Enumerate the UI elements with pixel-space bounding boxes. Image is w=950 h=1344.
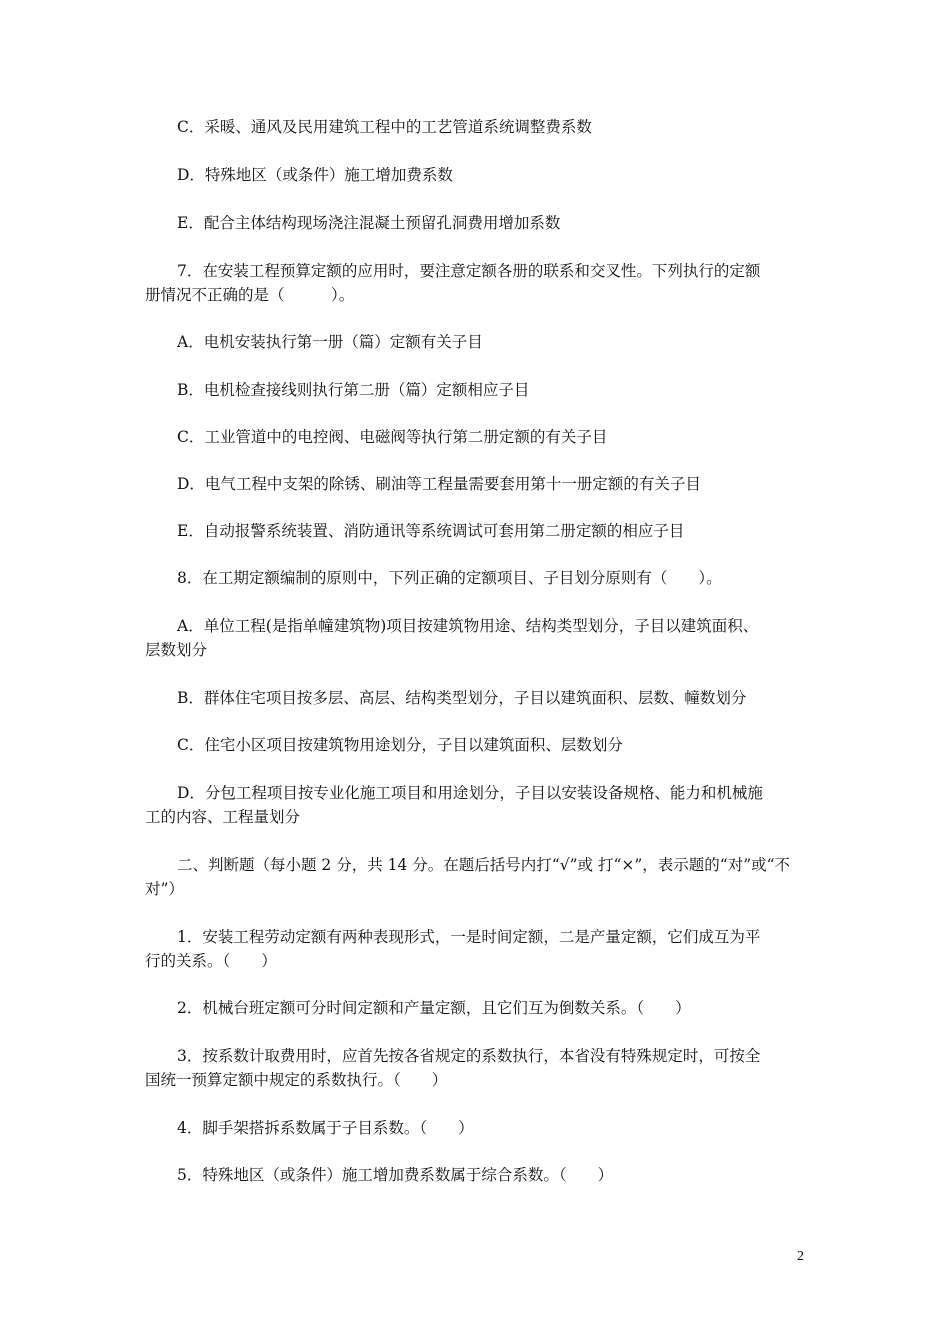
option-c-line: C．采暖、通风及民用建筑工程中的工艺管道系统调整费系数 xyxy=(177,118,592,136)
option-e-line: E．配合主体结构现场浇注混凝土预留孔洞费用增加系数 xyxy=(177,214,561,232)
question-8-line: 8．在工期定额编制的原则中，下列正确的定额项目、子目划分原则有（ ）。 xyxy=(177,569,722,587)
section-2-heading-line-2: 对”） xyxy=(145,880,184,898)
q8-option-a-line-2: 层数划分 xyxy=(145,641,208,659)
q8-option-a-line-1: A．单位工程(是指单幢建筑物)项目按建筑物用途、结构类型划分，子目以建筑面积、 xyxy=(177,617,759,635)
judge-4-line: 4．脚手架搭拆系数属于子目系数。（ ） xyxy=(177,1119,474,1137)
judge-5-line: 5．特殊地区（或条件）施工增加费系数属于综合系数。（ ） xyxy=(177,1166,614,1184)
option-d-line: D．特殊地区（或条件）施工增加费系数 xyxy=(177,166,453,184)
section-2-heading-line-1: 二、判断题（每小题 2 分，共 14 分。在题后括号内打“√”或 打“×”，表示题的“对”或“不 xyxy=(177,856,791,874)
page-number: 2 xyxy=(797,1249,804,1264)
q7-option-e: E．自动报警系统装置、消防通讯等系统调试可套用第二册定额的相应子目 xyxy=(177,522,685,540)
q7-option-b: B．电机检查接线则执行第二册（篇）定额相应子目 xyxy=(177,381,530,399)
q7-option-c: C．工业管道中的电控阀、电磁阀等执行第二册定额的有关子目 xyxy=(177,428,608,446)
q7-option-d: D．电气工程中支架的除锈、刷油等工程量需要套用第十一册定额的有关子目 xyxy=(177,475,701,493)
q8-option-d-line-2: 工的内容、工程量划分 xyxy=(145,808,301,826)
judge-1-line-2: 行的关系。（ ） xyxy=(145,952,277,970)
q8-option-b: B．群体住宅项目按多层、高层、结构类型划分，子目以建筑面积、层数、幢数划分 xyxy=(177,689,747,707)
q7-option-a: A．电机安装执行第一册（篇）定额有关子目 xyxy=(177,333,483,351)
q8-option-d-line-1: D．分包工程项目按专业化施工项目和用途划分，子目以安装设备规格、能力和机械施 xyxy=(177,784,763,802)
question-7-line-2: 册情况不正确的是（ ）。 xyxy=(145,286,355,304)
judge-3-line-1: 3．按系数计取费用时，应首先按各省规定的系数执行，本省没有特殊规定时，可按全 xyxy=(177,1047,761,1065)
q8-option-c: C．住宅小区项目按建筑物用途划分，子目以建筑面积、层数划分 xyxy=(177,736,623,754)
judge-3-line-2: 国统一预算定额中规定的系数执行。（ ） xyxy=(145,1071,448,1089)
question-7-line-1: 7．在安装工程预算定额的应用时，要注意定额各册的联系和交叉性。下列执行的定额 xyxy=(177,262,761,280)
judge-2-line: 2．机械台班定额可分时间定额和产量定额，且它们互为倒数关系。（ ） xyxy=(177,999,691,1017)
judge-1-line-1: 1．安装工程劳动定额有两种表现形式，一是时间定额，二是产量定额，它们成互为平 xyxy=(177,928,761,946)
